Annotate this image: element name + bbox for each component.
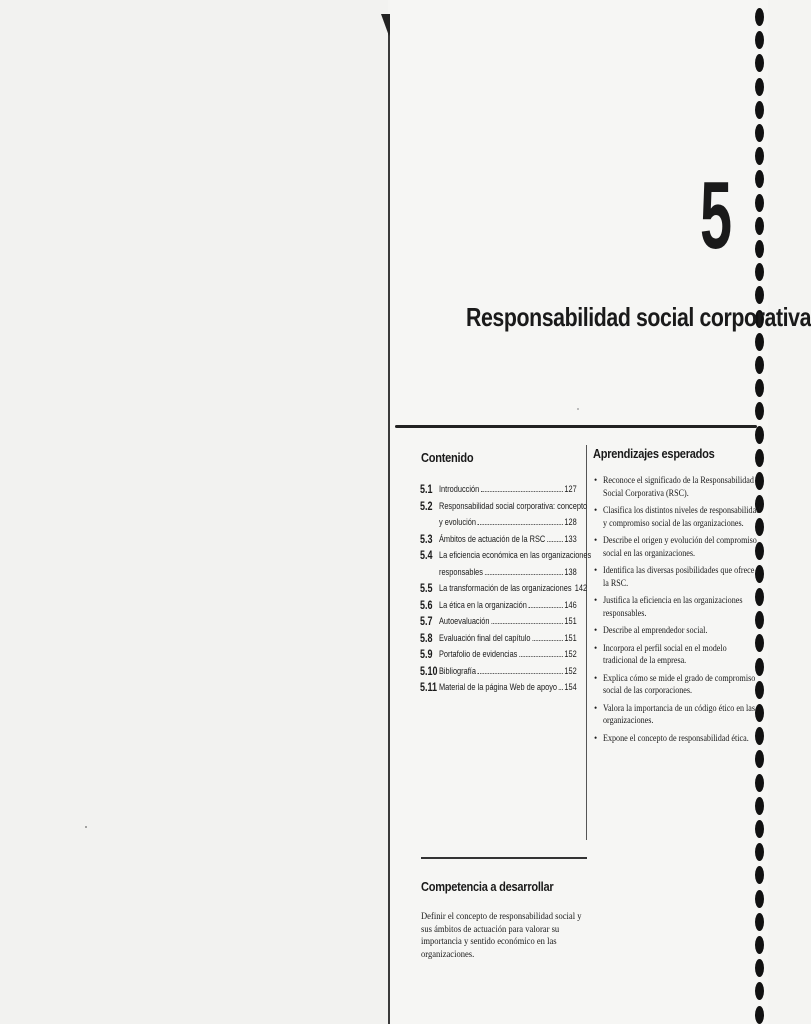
- toc-item-number: 5.1: [420, 482, 433, 496]
- toc-line: [439, 481, 577, 498]
- learning-outcomes-heading: Aprendizajes esperados: [593, 446, 715, 461]
- binding-hole: [755, 1006, 764, 1024]
- toc-item-label: Introducción: [439, 484, 480, 494]
- toc-item: [420, 531, 576, 548]
- binding-hole: [755, 263, 764, 281]
- binding-hole: [755, 820, 764, 838]
- toc-leader-dots: [559, 689, 563, 690]
- binding-hole: [755, 31, 764, 49]
- toc-item-number: 5.7: [420, 614, 433, 628]
- toc-item-number: 5.6: [420, 597, 433, 612]
- contents-heading: Contenido: [421, 450, 474, 465]
- toc-item-label: Autoevaluación: [439, 616, 490, 626]
- binding-hole: [755, 449, 764, 467]
- binding-hole: [755, 333, 764, 351]
- binding-hole: [755, 78, 764, 96]
- binding-hole: [755, 147, 764, 165]
- toc-item-label: responsables: [439, 566, 483, 577]
- toc-line: [439, 514, 577, 531]
- learning-outcome-text: • Valora la importancia de un código ético en las organizaciones.: [603, 702, 756, 725]
- learning-outcome-text: • Describe el origen y evolución del compromiso social en las organizaciones.: [603, 535, 757, 558]
- toc-line: [439, 564, 577, 581]
- toc-page-number: 151: [564, 616, 577, 626]
- toc-line: [439, 679, 577, 696]
- binding-hole: [755, 379, 764, 397]
- learning-outcome-item: [593, 564, 759, 589]
- learning-outcome-text: • Incorpora el perfil social en el modelo tradicional de la empresa.: [603, 642, 727, 665]
- learning-outcome-item: [593, 534, 759, 559]
- binding-hole: [755, 240, 764, 258]
- toc-item-number: 5.11: [420, 680, 438, 694]
- toc-leader-dots: [485, 574, 563, 575]
- binding-hole: [755, 8, 764, 26]
- toc-item: [420, 613, 576, 630]
- binding-hole: [755, 217, 764, 235]
- toc-item: [420, 498, 588, 531]
- toc-item-label: La eficiencia económica en las organizaciones: [439, 550, 592, 560]
- toc-leader-dots: [532, 640, 563, 641]
- binding-hole: [755, 797, 764, 815]
- toc-item-label: Evaluación final del capítulo: [439, 632, 531, 643]
- toc-item-number: 5.8: [420, 630, 433, 645]
- binding-hole: [755, 913, 764, 931]
- toc-item: [420, 597, 576, 614]
- toc-item-label: Ámbitos de actuación de la RSC: [439, 533, 546, 544]
- toc-line: [439, 547, 592, 564]
- binding-hole: [755, 402, 764, 420]
- toc-item-number: 5.3: [420, 531, 433, 546]
- learning-outcome-item: [593, 672, 759, 697]
- toc-page-number: 152: [564, 665, 577, 676]
- binding-hole: [755, 866, 764, 884]
- binding-hole: [755, 982, 764, 1000]
- toc-item-number: 5.9: [420, 647, 433, 661]
- toc-page-number: 146: [564, 599, 577, 610]
- toc-page-number: 133: [564, 533, 577, 544]
- top-rule: [395, 425, 757, 428]
- toc-item-label: Material de la página Web de apoyo: [439, 682, 558, 692]
- learning-outcome-item: [593, 594, 759, 619]
- toc-page-number: 151: [564, 632, 577, 643]
- toc-page-number: 154: [564, 682, 577, 692]
- learning-outcome-text: • Identifica las diversas posibilidades que ofrece la RSC.: [603, 565, 755, 588]
- toc-item-label: y evolución: [439, 517, 476, 527]
- chapter-number: 5: [700, 162, 733, 269]
- toc-leader-dots: [478, 673, 563, 674]
- toc-page-number: 142: [574, 583, 588, 593]
- toc-leader-dots: [528, 607, 562, 608]
- learning-outcome-item: [593, 624, 759, 637]
- binding-hole: [755, 426, 764, 444]
- binding-hole: [755, 959, 764, 977]
- toc-line: [439, 613, 577, 630]
- toc-item: [420, 646, 576, 663]
- toc-line: [439, 531, 577, 548]
- binding-hole: [755, 936, 764, 954]
- toc-item: [420, 481, 576, 498]
- toc-page-number: 128: [564, 517, 577, 527]
- binding-hole: [755, 54, 764, 72]
- toc-line: [439, 580, 588, 597]
- competency-text-body: Definir el concepto de responsabilidad social y sus ámbitos de actuación para valorar su importancia y sentido económico en las organizaciones.: [421, 912, 582, 960]
- toc-item: [420, 630, 576, 647]
- toc-leader-dots: [478, 524, 563, 525]
- binding-hole: [755, 101, 764, 119]
- binding-hole: [755, 750, 764, 768]
- binding-hole: [755, 124, 764, 142]
- competency-text: [421, 911, 589, 961]
- binding-hole: [755, 890, 764, 908]
- learning-outcome-item: [593, 642, 759, 667]
- toc-line: [439, 663, 577, 680]
- toc-item-label: La transformación de las organizaciones: [439, 583, 572, 593]
- learning-outcome-item: [593, 474, 759, 499]
- competency-rule: [421, 857, 587, 859]
- learning-outcome-item: [593, 702, 759, 727]
- learning-outcome-text: • Describe al emprendedor social.: [603, 625, 708, 635]
- binding-hole: [755, 843, 764, 861]
- binding-hole: [755, 774, 764, 792]
- toc-leader-dots: [481, 491, 563, 492]
- toc-leader-dots: [547, 541, 563, 542]
- toc-item-label: Portafolio de evidencias: [439, 649, 518, 659]
- learning-outcomes-list: [593, 474, 759, 749]
- toc-item-label: La ética en la organización: [439, 599, 527, 610]
- toc-item-number: 5.4: [420, 548, 433, 562]
- toc-page-number: 152: [564, 649, 577, 659]
- binding-hole: [755, 170, 764, 188]
- toc-line: [439, 646, 577, 663]
- toc-item-number: 5.10: [420, 663, 438, 678]
- left-page: [0, 0, 388, 1024]
- learning-outcome-text: • Reconoce el significado de la Responsabilidad Social Corporativa (RSC).: [603, 475, 754, 498]
- toc-line: [439, 597, 577, 614]
- toc-leader-dots: [491, 623, 563, 624]
- learning-outcome-item: [593, 504, 759, 529]
- toc-leader-dots: [519, 656, 563, 657]
- toc-item-number: 5.5: [420, 581, 433, 595]
- binding-hole: [755, 356, 764, 374]
- paper-speck: [85, 826, 87, 828]
- toc-line: [439, 498, 588, 515]
- toc-item: [420, 580, 588, 597]
- learning-outcome-text: • Clasifica los distintos niveles de responsabilidad y compromiso social de las organizaciones.: [603, 505, 761, 528]
- paper-speck: [577, 408, 579, 410]
- toc-item: [420, 679, 576, 696]
- toc-item: [420, 663, 576, 680]
- learning-outcome-text: • Expone el concepto de responsabilidad ética.: [603, 732, 749, 743]
- toc-item-label: Bibliografía: [439, 665, 476, 676]
- learning-outcome-text: • Explica cómo se mide el grado de compromiso social de las corporaciones.: [603, 672, 756, 695]
- toc-page-number: 127: [564, 484, 577, 494]
- binding-hole: [755, 194, 764, 212]
- toc-item: [420, 547, 592, 580]
- toc-page-number: 138: [564, 566, 577, 577]
- learning-outcome-text: • Justifica la eficiencia en las organizaciones responsables.: [603, 595, 743, 618]
- toc-item-number: 5.2: [420, 498, 433, 513]
- learning-outcome-item: [593, 732, 759, 745]
- toc-line: [439, 630, 577, 647]
- chapter-title: Responsabilidad social corporativa: [466, 302, 811, 332]
- competency-heading: Competencia a desarrollar: [421, 879, 554, 894]
- table-of-contents: [420, 481, 592, 696]
- toc-item-label: Responsabilidad social corporativa: concepto: [439, 500, 588, 511]
